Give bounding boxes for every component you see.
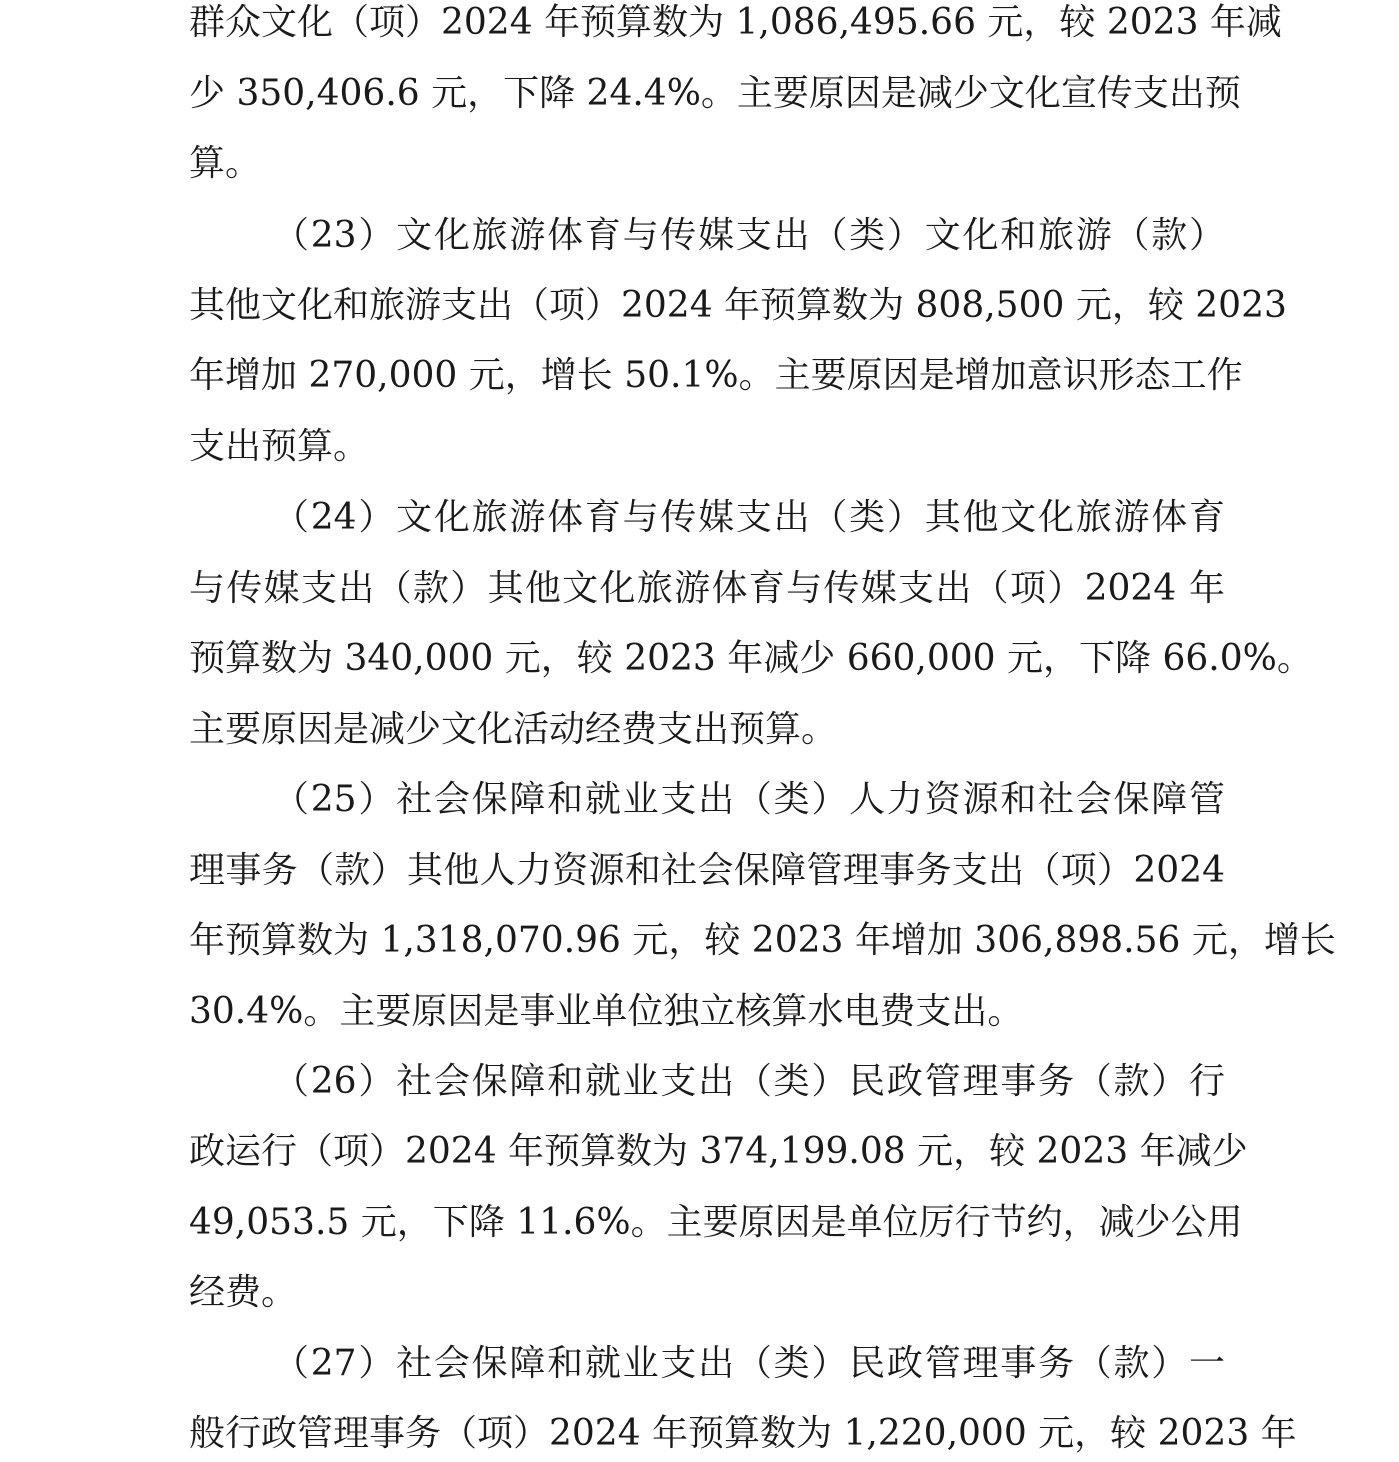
text-line: 经费。 <box>189 1272 298 1313</box>
text-line: 与传媒支出（款）其他文化旅游体育与传媒支出（项）2024 年 <box>189 568 1225 609</box>
text-line: （26）社会保障和就业支出（类）民政管理事务（款）行 <box>273 1061 1225 1102</box>
text-line: 般行政管理事务（项）2024 年预算数为 1,220,000 元，较 2023 年 <box>189 1413 1297 1454</box>
text-line: （23）文化旅游体育与传媒支出（类）文化和旅游（款） <box>273 215 1225 256</box>
text-line: 群众文化（项）2024 年预算数为 1,086,495.66 元，较 2023 年减 <box>189 2 1282 43</box>
text-line: 少 350,406.6 元，下降 24.4%。主要原因是减少文化宣传支出预 <box>189 73 1241 114</box>
text-line: 其他文化和旅游支出（项）2024 年预算数为 808,500 元，较 2023 <box>189 285 1287 326</box>
text-line: （27）社会保障和就业支出（类）民政管理事务（款）一 <box>273 1343 1225 1384</box>
text-line: 主要原因是减少文化活动经费支出预算。 <box>189 709 838 750</box>
text-line: 政运行（项）2024 年预算数为 374,199.08 元，较 2023 年减少 <box>189 1131 1248 1172</box>
text-line: 30.4%。主要原因是事业单位独立核算水电费支出。 <box>189 991 1024 1032</box>
text-line: 预算数为 340,000 元，较 2023 年减少 660,000 元，下降 66.0%。 <box>189 638 1313 679</box>
text-line: 理事务（款）其他人力资源和社会保障管理事务支出（项）2024 <box>189 850 1225 891</box>
text-line: （24）文化旅游体育与传媒支出（类）其他文化旅游体育 <box>273 497 1225 538</box>
text-line: （25）社会保障和就业支出（类）人力资源和社会保障管 <box>273 779 1225 820</box>
text-line: 支出预算。 <box>189 426 370 467</box>
text-line: 49,053.5 元，下降 11.6%。主要原因是单位厉行节约，减少公用 <box>189 1202 1243 1243</box>
text-line: 算。 <box>189 143 262 184</box>
text-line: 年增加 270,000 元，增长 50.1%。主要原因是增加意识形态工作 <box>189 355 1243 396</box>
text-line: 年预算数为 1,318,070.96 元，较 2023 年增加 306,898.56 元，增长 <box>189 920 1336 961</box>
